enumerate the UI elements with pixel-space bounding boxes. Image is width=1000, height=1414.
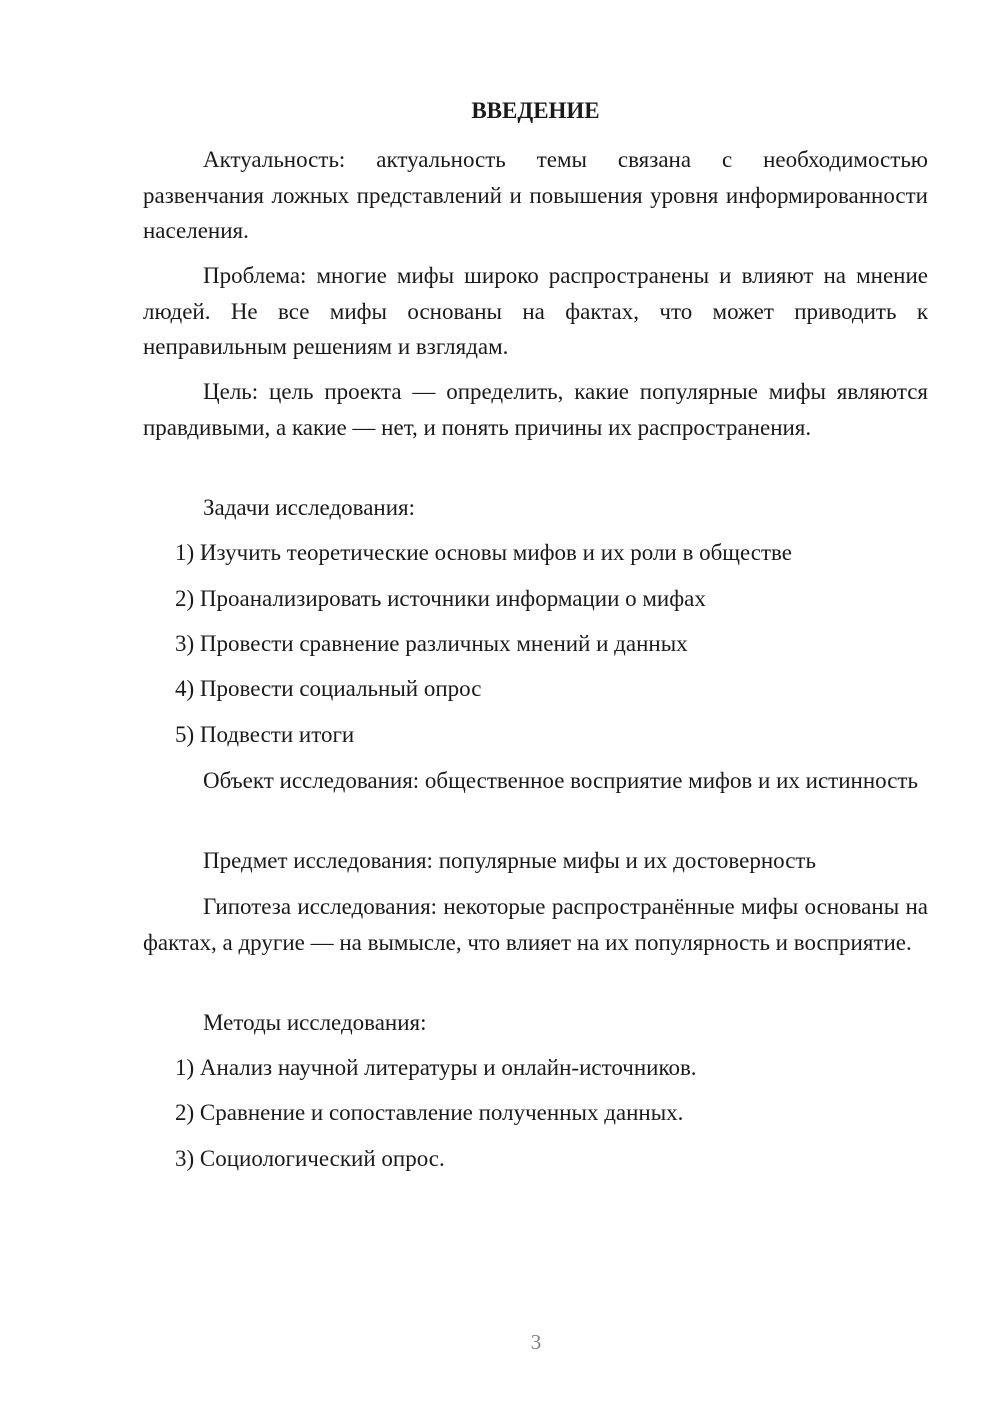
relevance-paragraph: Актуальность: актуальность темы связана с необходимостью развенчания ложных представлений и повышения уровня информированности населения.	[143, 147, 928, 243]
task-item-2: 2) Проанализировать источники информации о мифах	[175, 586, 706, 611]
task-item-5: 5) Подвести итоги	[175, 722, 355, 747]
method-item-3: 3) Социологический опрос.	[175, 1146, 445, 1171]
method-item-1: 1) Анализ научной литературы и онлайн-источников.	[175, 1055, 697, 1080]
subject-paragraph: Предмет исследования: популярные мифы и их достоверность	[203, 848, 816, 873]
task-item-1: 1) Изучить теоретические основы мифов и их роли в обществе	[175, 540, 792, 565]
task-item-4: 4) Провести социальный опрос	[175, 676, 482, 701]
method-item-2: 2) Сравнение и сопоставление полученных данных.	[175, 1100, 684, 1125]
tasks-heading: Задачи исследования:	[203, 495, 416, 520]
hypothesis-paragraph: Гипотеза исследования: некоторые распространённые мифы основаны на фактах, а другие — на вымысле, что влияет на их популярность и восприятие.	[143, 894, 928, 955]
page-number: 3	[530, 1330, 542, 1354]
task-item-3: 3) Провести сравнение различных мнений и данных	[175, 631, 688, 656]
goal-paragraph: Цель: цель проекта — определить, какие популярные мифы являются правдивыми, а какие — нет, и понять причины их распространения.	[143, 379, 928, 440]
section-title: ВВЕДЕНИЕ	[471, 98, 600, 123]
problem-paragraph: Проблема: многие мифы широко распространены и влияют на мнение людей. Не все мифы основаны на фактах, что может приводить к неправильным решениям и взглядам.	[143, 263, 928, 359]
methods-heading: Методы исследования:	[203, 1010, 427, 1035]
object-paragraph: Объект исследования: общественное восприятие мифов и их истинность	[203, 768, 918, 793]
